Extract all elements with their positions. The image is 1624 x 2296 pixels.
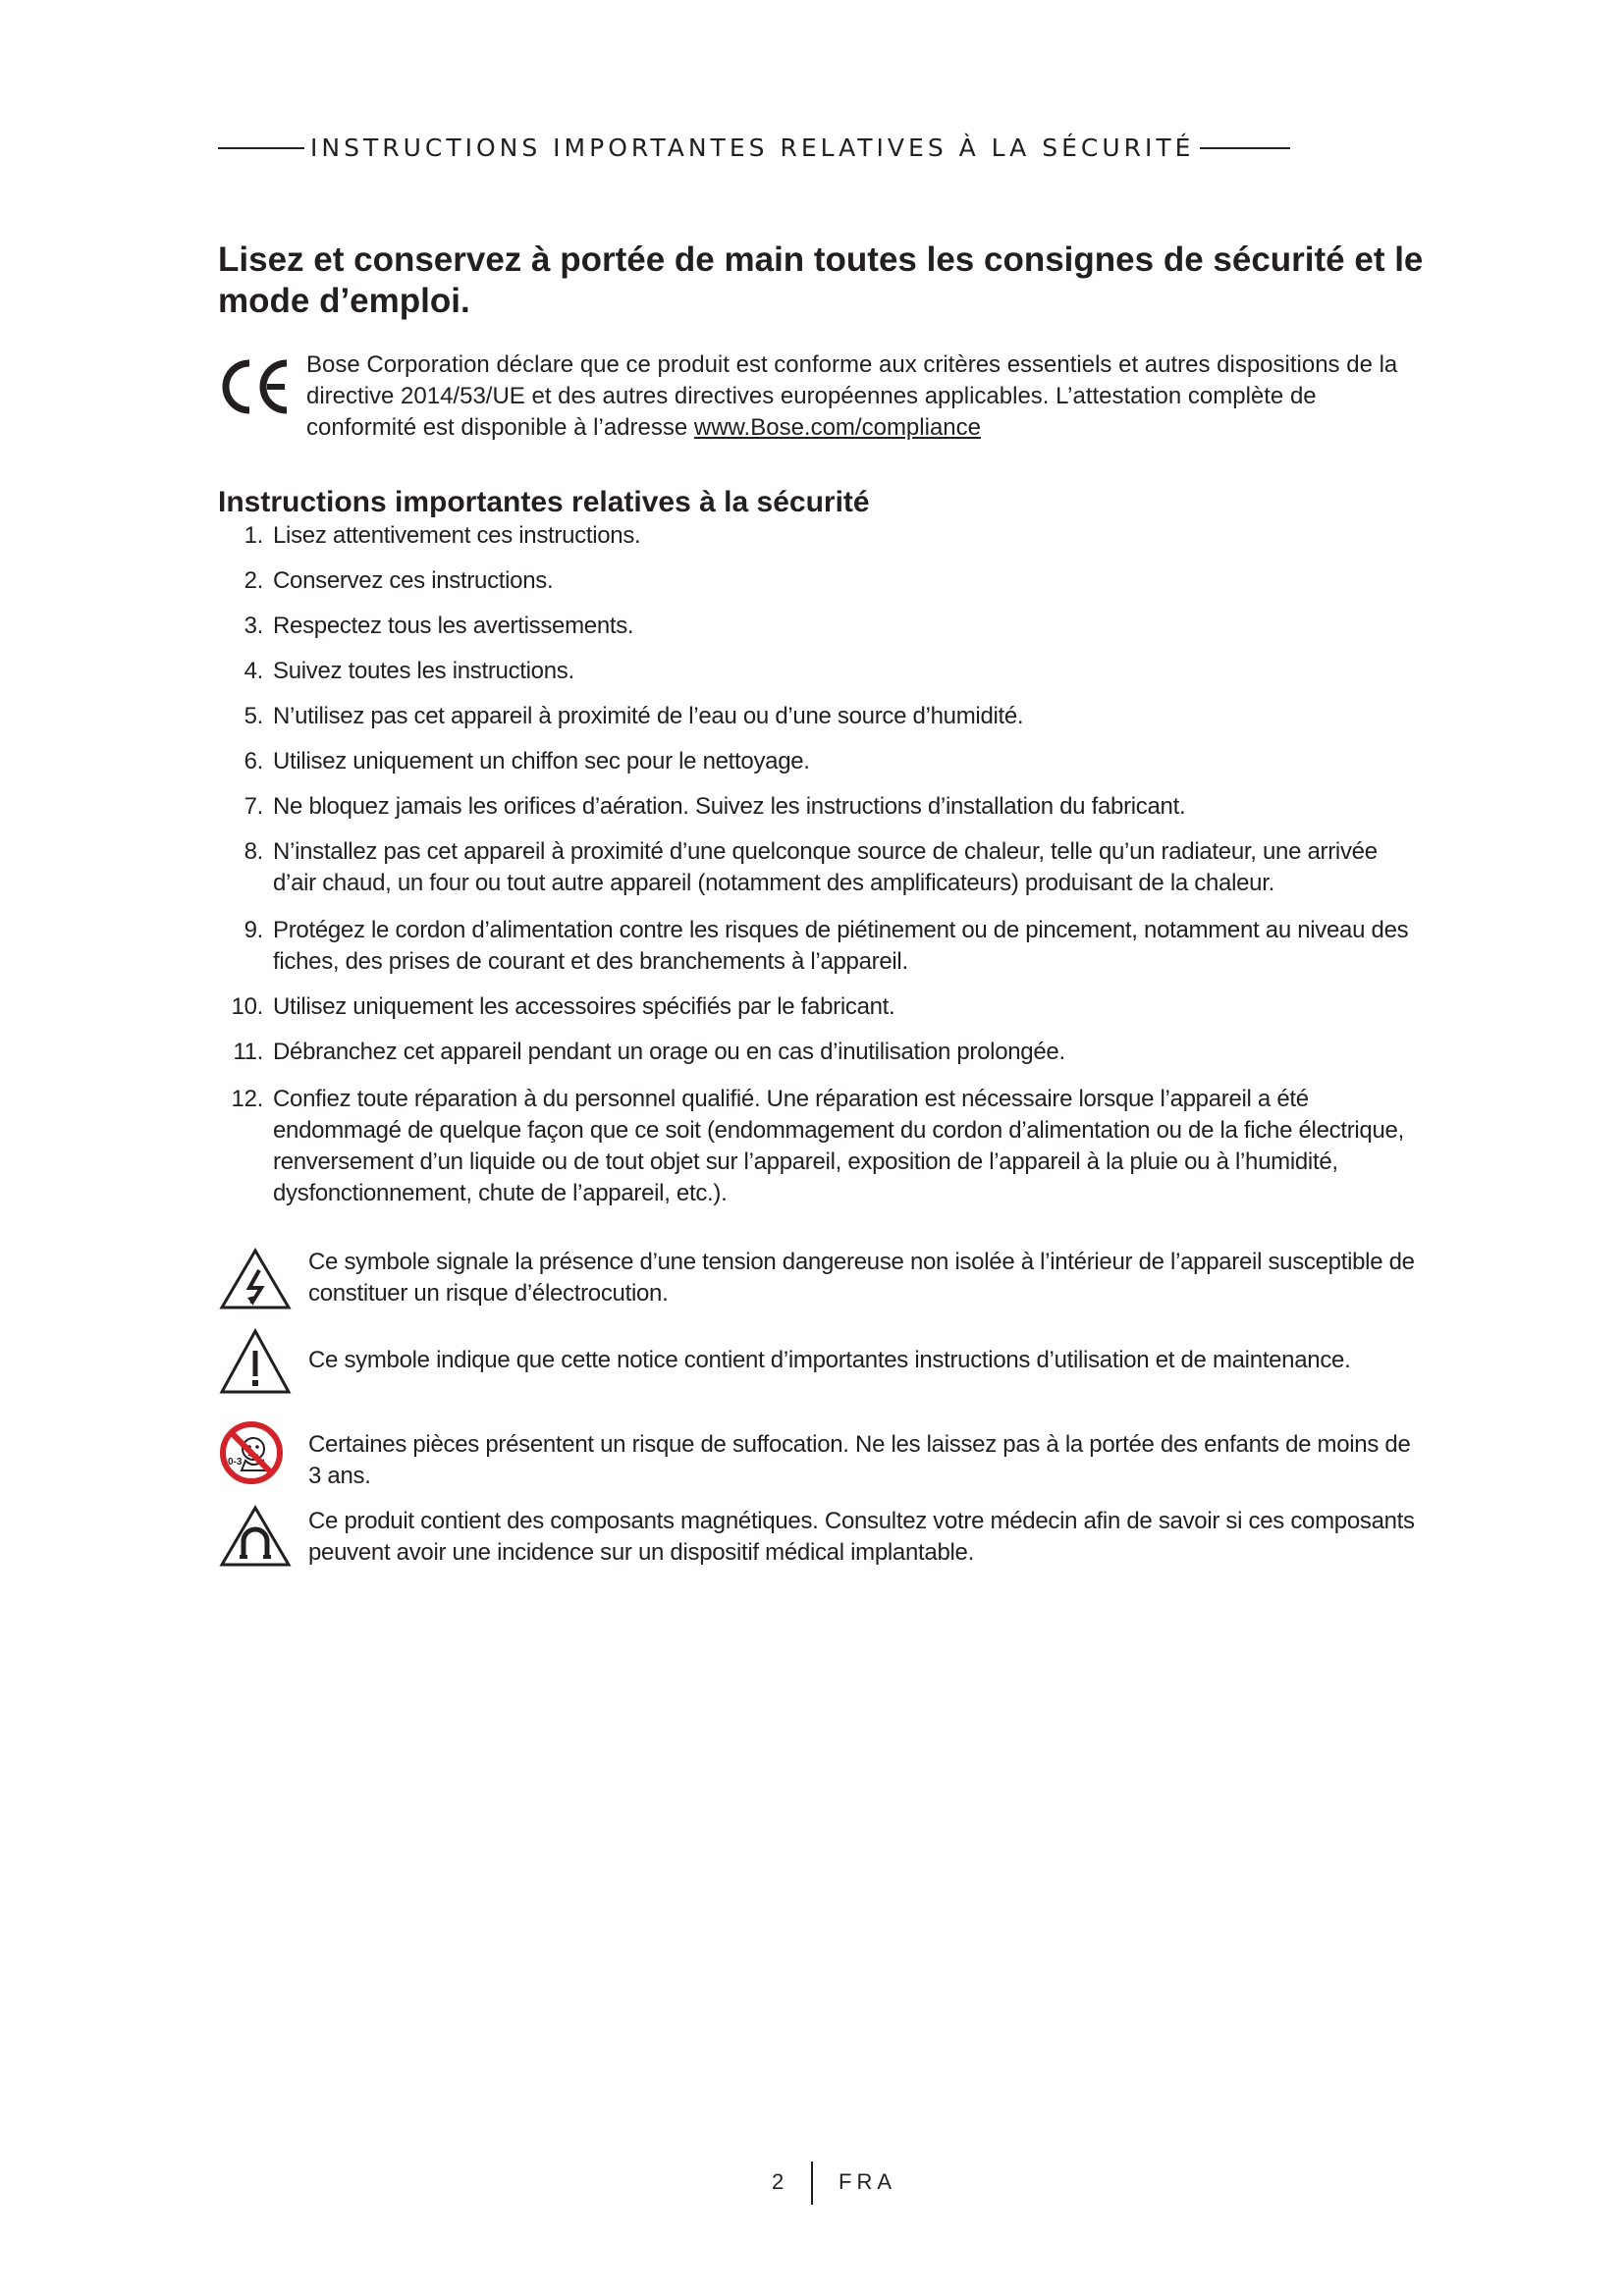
instructions-list <box>218 520 1426 1209</box>
item-text: Confiez toute réparation à du personnel qualifié. Une réparation est nécessaire lorsque l’appareil a été endommagé de quelque façon que ce soit (endommagement du cordon d’alimentation ou de la fiche électrique, renversement d’un liquide ou de tout objet sur l’appareil, exposition de l’appareil à la pluie ou à l’humidité, dysfonctionnement, chute de l’appareil, etc.). <box>273 1086 1404 1206</box>
item-number: 2. <box>244 567 263 594</box>
item-number: 4. <box>244 658 263 684</box>
item-text: Lisez attentivement ces instructions. <box>273 522 641 549</box>
symbol-text: Ce produit contient des composants magnétiques. Consultez votre médecin afin de savoir si ces composants peuvent avoir une incidence sur un dispositif médical implantable. <box>308 1508 1415 1566</box>
list-item <box>218 611 1426 642</box>
list-item <box>218 701 1426 732</box>
item-number: 1. <box>244 522 263 549</box>
item-number: 6. <box>244 748 263 774</box>
exclamation-warning-icon <box>218 1327 293 1396</box>
ce-text-body: Bose Corporation déclare que ce produit est conforme aux critères essentiels et autres dispositions de la directive 2014/53/UE et des autres directives européennes applicables. L’attestation complète de conformité est disponible à l’adresse <box>306 351 1398 441</box>
list-item <box>218 836 1426 899</box>
item-number: 3. <box>244 613 263 639</box>
item-text: Utilisez uniquement les accessoires spécifiés par le fabricant. <box>273 993 895 1020</box>
item-number: 7. <box>244 793 263 820</box>
main-heading: Lisez et conservez à portée de main toutes les consignes de sécurité et le mode d’emploi. <box>218 240 1424 320</box>
choking-icon-label: 0-3 <box>228 1457 243 1468</box>
item-text: Conservez ces instructions. <box>273 567 554 594</box>
list-item <box>218 656 1426 687</box>
language-code: FRA <box>839 2169 896 2194</box>
symbol-text: Certaines pièces présentent un risque de suffocation. Ne les laissez pas à la portée des enfants de moins de 3 ans. <box>308 1431 1411 1489</box>
item-number: 11. <box>233 1039 263 1065</box>
list-item <box>218 1084 1426 1209</box>
list-item <box>218 746 1426 777</box>
compliance-link[interactable]: www.Bose.com/compliance <box>693 414 981 441</box>
list-item <box>218 791 1426 823</box>
item-number: 10. <box>231 993 263 1020</box>
item-text: N’utilisez pas cet appareil à proximité de l’eau ou d’une source d’humidité. <box>273 703 1024 729</box>
magnet-warning-icon <box>218 1504 293 1569</box>
page-number: 2 <box>772 2169 786 2194</box>
list-item <box>218 1037 1426 1068</box>
item-text: Protégez le cordon d’alimentation contre les risques de piétinement ou de pincement, notamment au niveau des fiches, des prises de courant et des branchements à l’appareil. <box>273 917 1409 975</box>
section-heading: Instructions importantes relatives à la sécurité <box>218 486 870 518</box>
ce-declaration-text <box>306 349 1426 444</box>
lightning-warning-icon <box>218 1247 293 1311</box>
item-text: Débranchez cet appareil pendant un orage ou en cas d’inutilisation prolongée. <box>273 1039 1065 1065</box>
symbol-text: Ce symbole signale la présence d’une tension dangereuse non isolée à l’intérieur de l’appareil susceptible de constituer un risque d’électrocution. <box>308 1249 1415 1307</box>
header-rule-left <box>218 147 304 149</box>
item-number: 9. <box>244 917 263 943</box>
footer-divider <box>811 2162 813 2205</box>
page-header <box>218 133 1418 162</box>
item-number: 8. <box>244 838 263 865</box>
list-item <box>218 915 1426 978</box>
list-item <box>218 991 1426 1023</box>
page-footer <box>0 2162 1624 2205</box>
header-title: INSTRUCTIONS IMPORTANTES RELATIVES À LA SÉCURITÉ <box>310 133 1195 162</box>
item-text: Suivez toutes les instructions. <box>273 658 574 684</box>
item-text: Utilisez uniquement un chiffon sec pour le nettoyage. <box>273 748 810 774</box>
item-text: Ne bloquez jamais les orifices d’aération. Suivez les instructions d’installation du fabricant. <box>273 793 1186 820</box>
choking-hazard-icon <box>218 1419 285 1486</box>
item-text: Respectez tous les avertissements. <box>273 613 634 639</box>
list-item <box>218 565 1426 597</box>
item-text: N’installez pas cet appareil à proximité d’une quelconque source de chaleur, telle qu’un radiateur, une arrivée d’air chaud, un four ou tout autre appareil (notamment des amplificateurs) produisant de la chaleur. <box>273 838 1378 896</box>
ce-mark-icon <box>218 355 291 418</box>
item-number: 12. <box>231 1086 263 1112</box>
item-number: 5. <box>244 703 263 729</box>
list-item <box>218 520 1426 552</box>
header-rule-right <box>1200 147 1290 149</box>
symbol-text: Ce symbole indique que cette notice contient d’importantes instructions d’utilisation et de maintenance. <box>308 1347 1351 1373</box>
